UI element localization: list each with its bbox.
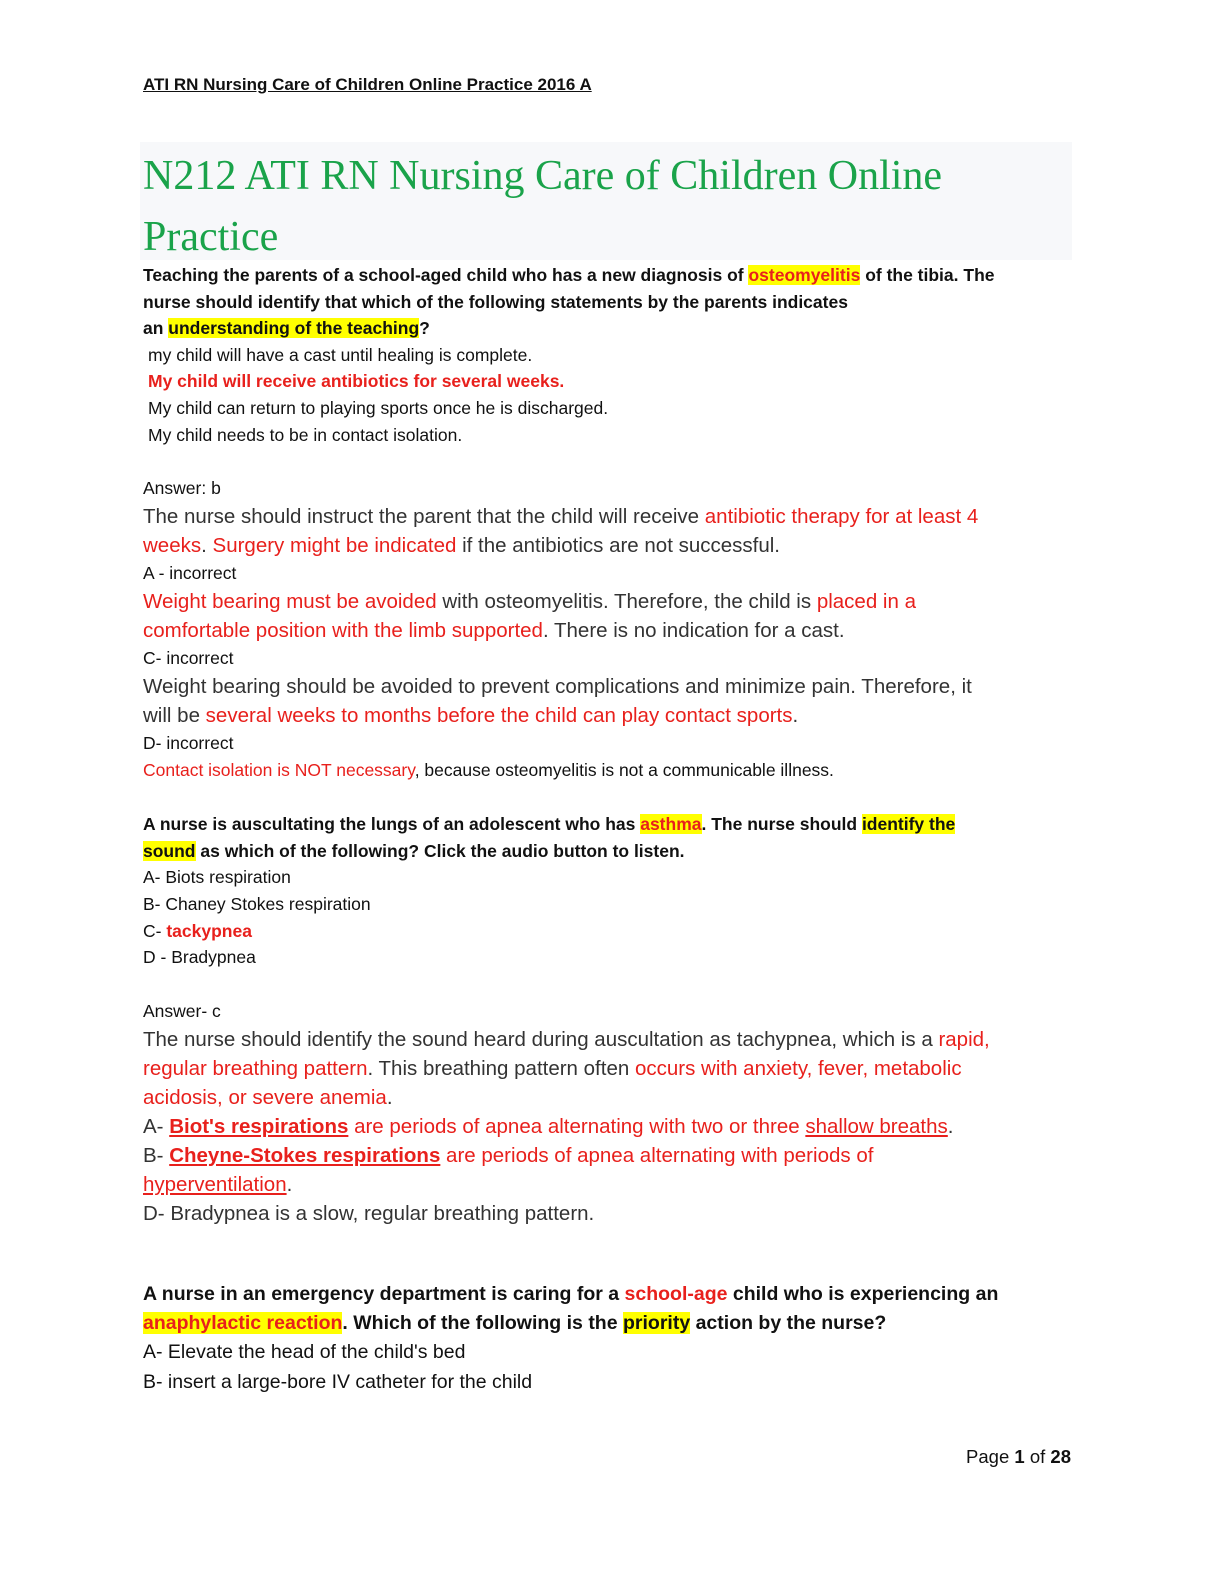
page-header: ATI RN Nursing Care of Children Online Practice 2016 A (143, 75, 592, 94)
question-2-explanation-b-2: hyperventilation. (143, 1173, 293, 1197)
question-1-d-rationale: Contact isolation is NOT necessary, because osteomyelitis is not a communicable illness. (143, 760, 834, 781)
question-3-option-b: B- insert a large-bore IV catheter for the child (143, 1370, 533, 1393)
question-1-a-rationale-2: comfortable position with the limb supported. There is no indication for a cast. (143, 619, 845, 643)
question-1-a-label: A - incorrect (143, 563, 237, 584)
question-2-option-b: B- Chaney Stokes respiration (143, 894, 371, 915)
question-1-option-a: my child will have a cast until healing is complete. (148, 344, 533, 365)
question-3-option-a: A- Elevate the head of the child's bed (143, 1341, 466, 1364)
question-2-rationale-1: The nurse should identify the sound heard during auscultation as tachypnea, which is a rapid, (143, 1028, 990, 1052)
question-2-rationale-2: regular breathing pattern. This breathing pattern often occurs with anxiety, fever, metabolic (143, 1057, 962, 1081)
question-2-explanation-d: D- Bradypnea is a slow, regular breathing pattern. (143, 1202, 595, 1226)
question-2-answer: Answer- c (143, 1001, 221, 1022)
question-3-line-1: A nurse in an emergency department is caring for a school-age child who is experiencing an (143, 1283, 999, 1306)
document-body (143, 262, 1073, 1397)
question-2-option-d: D - Bradypnea (143, 947, 256, 968)
question-2 (143, 811, 1073, 1228)
question-3-line-2: anaphylactic reaction. Which of the following is the priority action by the nurse? (143, 1312, 887, 1335)
question-2-line-2: sound as which of the following? Click the audio button to listen. (143, 840, 685, 861)
page-number: Page 1 of 28 (966, 1446, 1071, 1467)
question-1-line-2: nurse should identify that which of the following statements by the parents indicates (143, 291, 848, 312)
question-1 (143, 262, 1073, 784)
question-1-option-d: My child needs to be in contact isolation. (148, 424, 463, 445)
question-3 (143, 1280, 1073, 1397)
question-1-rationale-1: The nurse should instruct the parent that the child will receive antibiotic therapy for at least 4 (143, 505, 979, 529)
question-2-option-c: C- tackypnea (143, 920, 252, 941)
question-1-d-label: D- incorrect (143, 733, 234, 754)
question-1-a-rationale-1: Weight bearing must be avoided with osteomyelitis. Therefore, the child is placed in a (143, 590, 916, 614)
question-1-answer: Answer: b (143, 478, 221, 499)
question-2-line-1: A nurse is auscultating the lungs of an adolescent who has asthma. The nurse should identify the (143, 814, 956, 835)
question-1-option-c: My child can return to playing sports once he is discharged. (148, 397, 609, 418)
document-title: N212 ATI RN Nursing Care of Children Online Practice (143, 153, 943, 260)
question-1-c-label: C- incorrect (143, 648, 234, 669)
question-2-explanation-b-1: B- Cheyne-Stokes respirations are periods of apnea alternating with periods of (143, 1144, 874, 1168)
question-2-rationale-3: acidosis, or severe anemia. (143, 1086, 393, 1110)
question-2-option-a: A- Biots respiration (143, 867, 291, 888)
question-1-c-rationale-1: Weight bearing should be avoided to prevent complications and minimize pain. Therefore, it (143, 675, 972, 699)
question-1-rationale-2: weeks. Surgery might be indicated if the antibiotics are not successful. (143, 534, 780, 558)
question-1-line-3: an understanding of the teaching? (143, 318, 430, 338)
question-1-c-rationale-2: will be several weeks to months before the child can play contact sports. (143, 704, 799, 728)
question-1-line-1: Teaching the parents of a school-aged child who has a new diagnosis of osteomyelitis of the tibia. The (143, 265, 995, 285)
question-2-explanation-a: A- Biot's respirations are periods of apnea alternating with two or three shallow breaths. (143, 1115, 954, 1139)
question-1-option-b: My child will receive antibiotics for several weeks. (148, 371, 565, 392)
